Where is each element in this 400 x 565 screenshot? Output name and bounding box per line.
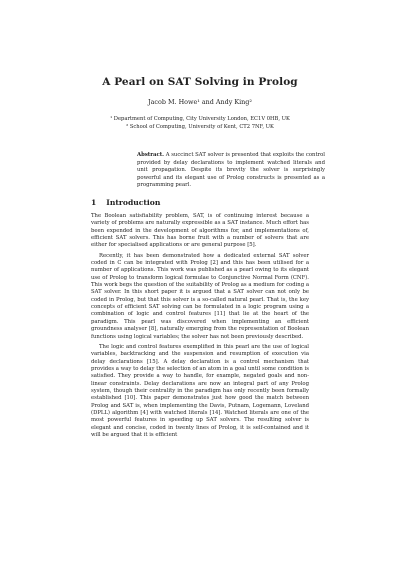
abstract-label: Abstract. — [137, 152, 164, 158]
section-heading — [91, 198, 160, 207]
abstract-text: A succinct SAT solver is presented that exploits the control provided by delay declarations to implement watched literals and unit propagation. Despite its brevity the solver is surprisingly powerful and its elegant use of Prolog constructs is presented as a programming pearl. — [137, 152, 325, 189]
paragraph: Recently, it has been demonstrated how a dedicated external SAT solver coded in C can be integrated with Prolog [2] and this has been utilised for a number of applications. This work was published as a pearl owing to its elegant use of Prolog to transform logical formulae to Conjunctive Normal Form (CNF). This work begs the question of the suitability of Prolog as a medium for coding a SAT solver. In this short paper it is argued that a SAT solver can not only be coded in Prolog, but that this solver is a so-called natural pearl. That is, the key concepts of efficient SAT solving can be formulated in a logic program using a combination of logic and control features [11] that lie at the heart of the paradigm. This pearl was discovered when implementing an efficient groundness analyser [8], naturally emerging from the representation of Boolean functions using logical variables; the solver has not been previously described. — [91, 252, 309, 340]
section-body — [91, 213, 309, 442]
paper-title: A Pearl on SAT Solving in Prolog — [102, 76, 298, 88]
abstract — [137, 152, 325, 190]
section-number: 1 — [91, 198, 97, 207]
paragraph: The logic and control features exemplified in this pearl are the use of logical variables, backtracking and the suspension and resumption of execution via delay declarations [15]. A delay declaration is a control mechanism that provides a way to delay the selection of an atom in a goal until some condition is satisfied. They provide a way to handle, for example, negated goals and non-linear constraints. Delay declarations are now an integral part of any Prolog system, though their centrality in the paradigm has only recently been formally established [10]. This paper demonstrates just how good the match between Prolog and SAT is, when implementing the Davis, Putnam, Logemann, Loveland (DPLL) algorithm [4] with watched literals [14]. Watched literals are one of the most powerful features in speeding up SAT solvers. The resulting solver is elegant and concise, coded in twenty lines of Prolog, it is self-contained and it will be argued that it is efficient — [91, 343, 309, 438]
paper-authors: Jacob M. Howe¹ and Andy King² — [148, 98, 252, 106]
section-title: Introduction — [106, 198, 161, 207]
affiliation-2: ² School of Computing, University of Kent, CT2 7NF, UK — [126, 124, 274, 130]
affiliation-1: ¹ Department of Computing, City University London, EC1V 0HB, UK — [110, 116, 290, 122]
paragraph: The Boolean satisfiability problem, SAT, is of continuing interest because a variety of problems are naturally expressible as a SAT instance. Much effort has been expended in the development of algorithms for, and implementations of, efficient SAT solvers. This has borne fruit with a number of solvers that are either for specialised applications or are general purpose [5]. — [91, 213, 309, 249]
